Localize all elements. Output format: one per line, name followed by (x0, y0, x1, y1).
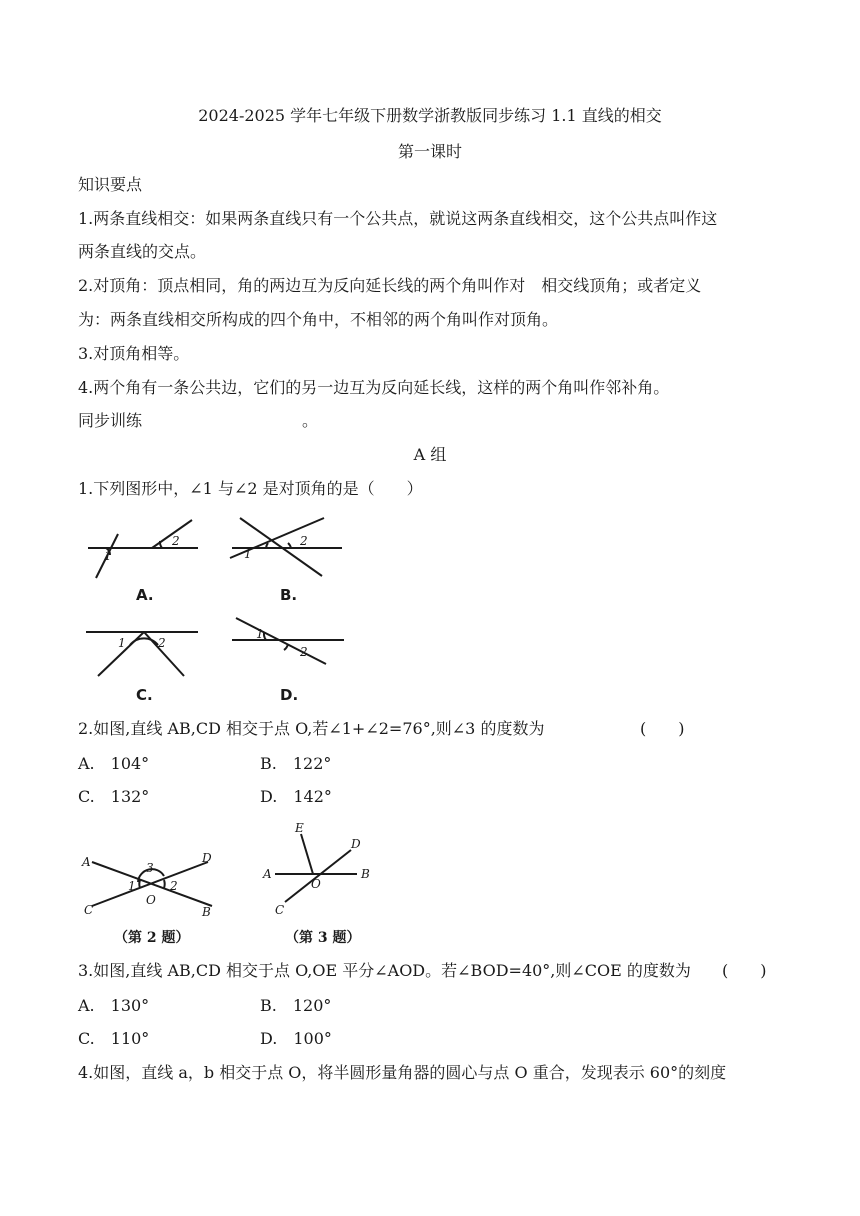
q1d-caption: D. (280, 686, 299, 704)
question-3-answer-paren: ( ) (722, 961, 767, 980)
q3-figure (255, 818, 385, 950)
q1c-angle-1-label: 1 (118, 636, 126, 650)
q3-point-d-label: D (351, 837, 361, 851)
q3-point-o-label: O (311, 877, 321, 891)
q2-option-b: B. 122° (260, 754, 332, 773)
q2-point-d-label: D (202, 851, 212, 865)
q3-option-d: D. 100° (260, 1029, 332, 1048)
knowledge-point-2-line-2: 为：两条直线相交所构成的四个角中，不相邻的两个角叫作对顶角。 (78, 310, 559, 329)
q1b-caption: B. (280, 586, 298, 604)
q1-figure-d (232, 618, 344, 704)
q1c-angle-2-label: 2 (158, 636, 166, 650)
q1-figure-b (230, 518, 342, 604)
q1-figures (80, 510, 370, 710)
q2-figure-caption: （第 2 题） (114, 930, 190, 946)
question-2-answer-paren: ( ) (640, 719, 685, 738)
q2-angle-2-label: 2 (170, 879, 178, 893)
section-heading-knowledge: 知识要点 (78, 175, 143, 194)
q2-option-d: D. 142° (260, 787, 332, 806)
q1-figure-a (88, 520, 198, 604)
knowledge-point-4: 4.两个角有一条公共边，它们的另一边互为反向延长线，这样的两个角叫作邻补角。 (78, 378, 670, 397)
section-heading-practice: 同步训练 (78, 411, 143, 430)
q3-figure-caption: （第 3 题） (285, 930, 361, 946)
q2-angle-1-label: 1 (128, 879, 136, 893)
knowledge-point-2-line-1: 2.对顶角：顶点相同，角的两边互为反向延长线的两个角叫作对 相交线顶角；或者定义 (78, 276, 702, 295)
q3-point-a-label: A (263, 867, 272, 881)
q2-angle-3-label: 3 (146, 861, 154, 875)
q1a-angle-2-label: 2 (172, 534, 180, 548)
q2-point-o-label: O (146, 893, 156, 907)
q2-option-c: C. 132° (78, 787, 150, 806)
knowledge-point-1-line-2: 两条直线的交点。 (78, 242, 207, 261)
q2-figure (80, 820, 230, 950)
q3-point-e-label: E (295, 821, 304, 835)
question-3: 3.如图,直线 AB,CD 相交于点 O,OE 平分∠AOD。若∠BOD=40°,则∠COE 的度数为 (78, 961, 691, 980)
document-title: 2024-2025 学年七年级下册数学浙教版同步练习 1.1 直线的相交 (198, 106, 662, 125)
question-1: 1.下列图形中，∠1 与∠2 是对顶角的是（ ） (78, 479, 423, 498)
q3-option-b: B. 120° (260, 996, 332, 1015)
q1d-angle-1-label: 1 (256, 627, 264, 641)
q1a-caption: A. (136, 586, 154, 604)
q3-point-c-label: C (275, 903, 285, 917)
q1b-angle-2-label: 2 (300, 534, 308, 548)
question-2: 2.如图,直线 AB,CD 相交于点 O,若∠1+∠2=76°,则∠3 的度数为 (78, 719, 545, 738)
q1d-angle-2-label: 2 (300, 645, 308, 659)
q1-figure-c (86, 632, 198, 704)
group-a-heading: A 组 (413, 445, 447, 464)
q2-point-b-label: B (202, 905, 211, 919)
document-subtitle: 第一课时 (397, 142, 462, 161)
practice-mark: 。 (302, 411, 319, 430)
knowledge-point-1-line-1: 1.两条直线相交：如果两条直线只有一个公共点，就说这两条直线相交，这个公共点叫作这 (78, 209, 718, 228)
q1a-angle-1-label: 1 (104, 549, 112, 563)
q1b-angle-1-label: 1 (244, 547, 252, 561)
q3-option-c: C. 110° (78, 1029, 150, 1048)
q3-point-b-label: B (361, 867, 370, 881)
q2-point-a-label: A (82, 855, 91, 869)
q3-option-a: A. 130° (78, 996, 150, 1015)
knowledge-point-3: 3.对顶角相等。 (78, 344, 190, 363)
question-4: 4.如图，直线 a，b 相交于点 O，将半圆形量角器的圆心与点 O 重合，发现表示 60°的刻度 (78, 1063, 727, 1082)
q2-point-c-label: C (84, 903, 94, 917)
q2-option-a: A. 104° (78, 754, 150, 773)
q1c-caption: C. (136, 686, 153, 704)
